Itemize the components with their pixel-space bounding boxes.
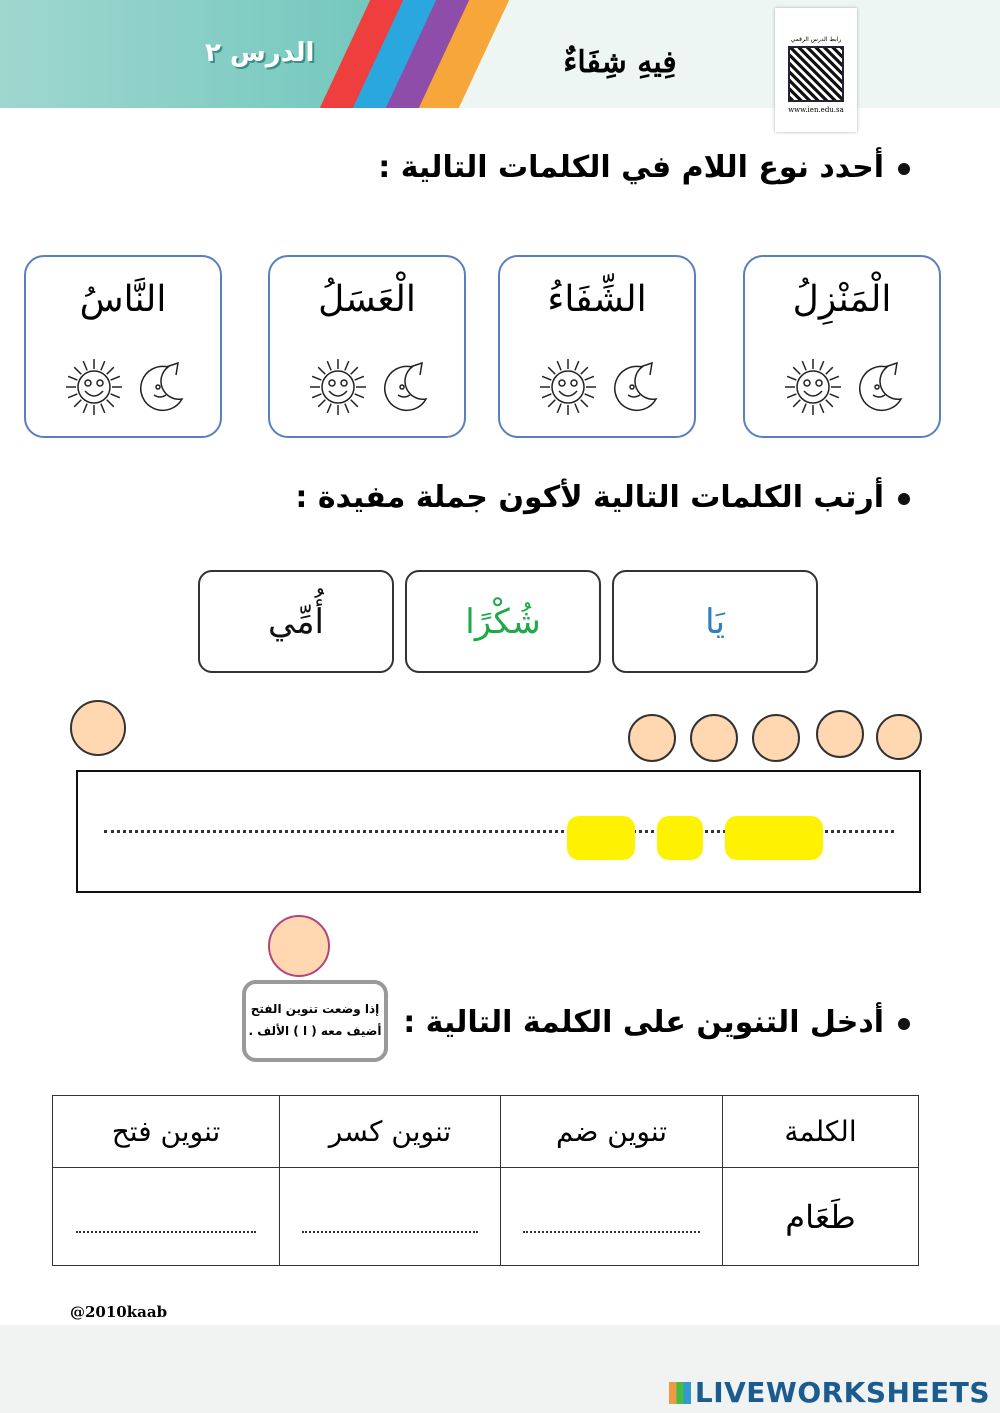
lesson-number: الدرس ٢ — [205, 38, 315, 68]
header-damma: تنوين ضم — [501, 1096, 723, 1168]
moon-icon[interactable] — [610, 361, 662, 413]
moon-icon[interactable] — [855, 361, 907, 413]
tip-bubble — [242, 980, 388, 1062]
kid-illustration — [628, 714, 676, 762]
kasra-answer-input[interactable] — [280, 1168, 501, 1266]
card-word: النَّاسُ — [79, 279, 167, 320]
kid-illustration — [752, 714, 800, 762]
moon-icon[interactable] — [380, 361, 432, 413]
page-title: فِيهِ شِفَاءٌ — [563, 45, 677, 80]
fatha-answer-input[interactable] — [53, 1168, 280, 1266]
boy-illustration — [70, 700, 126, 756]
header-word: الكلمة — [723, 1096, 919, 1168]
word-box-3[interactable]: أُمِّي — [198, 570, 394, 673]
damma-answer-input[interactable] — [501, 1168, 723, 1266]
answer-drop-slot-2[interactable] — [657, 816, 703, 860]
qr-url: www.ien.edu.sa — [788, 106, 844, 114]
card-word: الْمَنْزِلُ — [792, 279, 892, 320]
author-credit: @2010kaab — [70, 1303, 168, 1321]
moon-icon[interactable] — [136, 361, 188, 413]
kid-illustration — [876, 714, 922, 760]
word-card-1 — [743, 255, 941, 438]
section2-heading: أرتب الكلمات التالية لأكون جملة مفيدة : — [295, 480, 910, 515]
card-word: الشِّفَاءُ — [547, 279, 647, 320]
qr-panel — [775, 8, 857, 132]
sun-icon[interactable] — [64, 357, 124, 417]
answer-drop-slot-3[interactable] — [567, 816, 635, 860]
sun-icon[interactable] — [538, 357, 598, 417]
table-word: طَعَام — [723, 1168, 919, 1266]
word-box-1[interactable]: يَا — [612, 570, 818, 673]
tanween-table — [52, 1095, 919, 1266]
sun-icon[interactable] — [783, 357, 843, 417]
tip-line-1: إذا وضعت تنوين الفتح — [250, 1002, 380, 1016]
logo-icon — [669, 1382, 691, 1404]
logo-text: LIVEWORKSHEETS — [694, 1376, 990, 1409]
word-box-2[interactable]: شُكْرًا — [405, 570, 601, 673]
section1-heading: أحدد نوع اللام في الكلمات التالية : — [378, 150, 910, 185]
section3-heading: أدخل التنوين على الكلمة التالية : — [403, 1005, 910, 1040]
answer-drop-slot-1[interactable] — [725, 816, 823, 860]
liveworksheets-logo — [669, 1376, 990, 1409]
word-card-3 — [268, 255, 466, 438]
card-word: الْعَسَلُ — [318, 279, 416, 320]
header-kasra: تنوين كسر — [280, 1096, 501, 1168]
header-fatha: تنوين فتح — [53, 1096, 280, 1168]
kid-illustration — [690, 714, 738, 762]
kid-illustration — [816, 710, 864, 758]
qr-code-icon — [788, 46, 844, 102]
word-card-4 — [24, 255, 222, 438]
sun-icon[interactable] — [308, 357, 368, 417]
qr-caption: رابط الدرس الرقمي — [790, 36, 842, 43]
word-card-2 — [498, 255, 696, 438]
tip-line-2: أضيف معه ( ا ) الألف . — [248, 1024, 382, 1038]
girl-illustration — [268, 915, 330, 977]
